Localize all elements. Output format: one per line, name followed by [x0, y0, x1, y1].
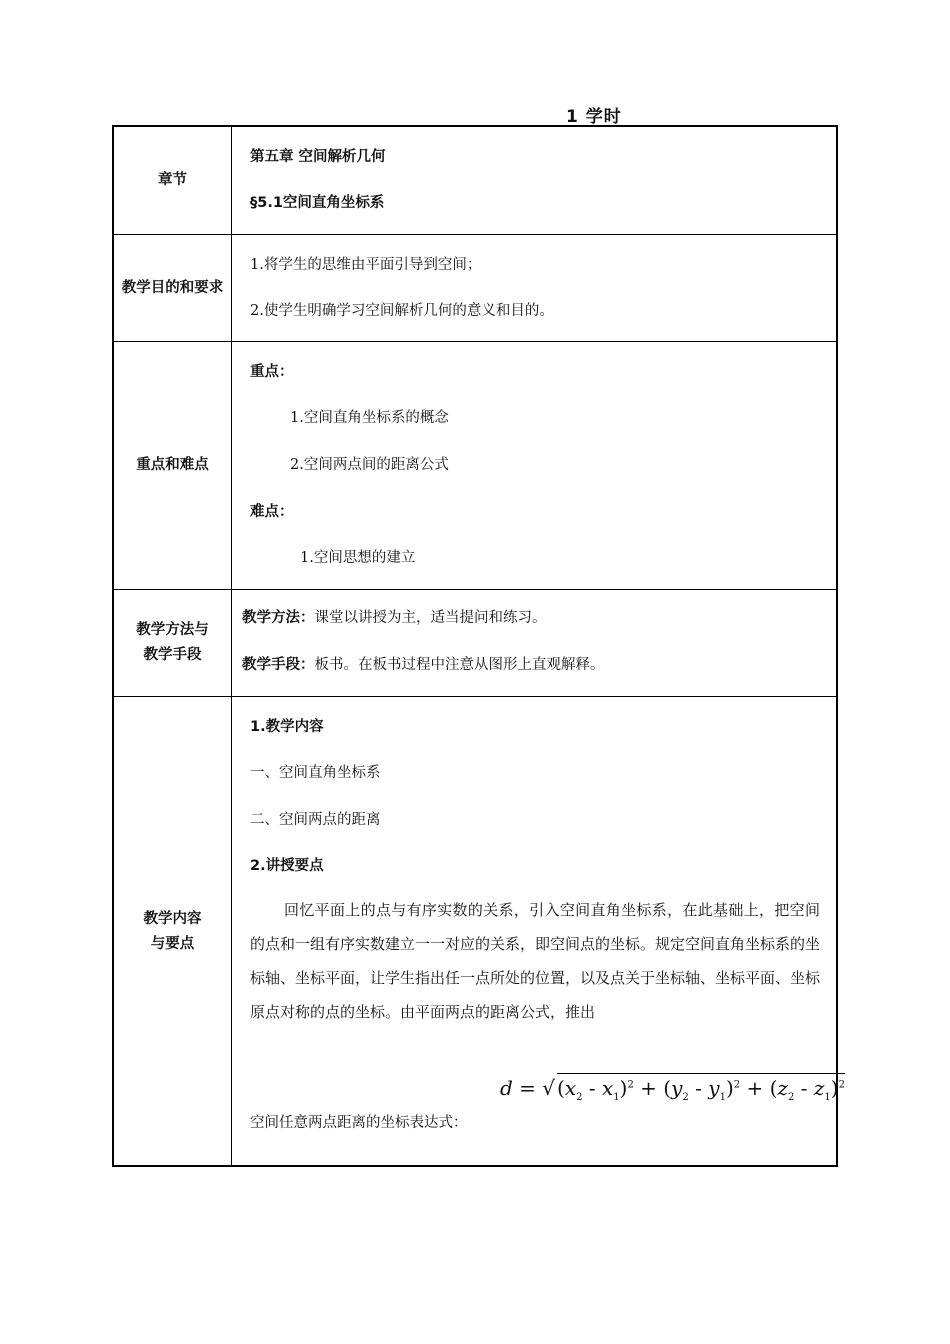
key-point-item: 1.空间直角坐标系的概念 — [290, 410, 449, 426]
class-hours: 1 学时 — [566, 107, 622, 127]
key-points-heading: 重点： — [250, 364, 294, 380]
row-chapter — [114, 127, 836, 235]
label-chapter: 章节 — [114, 127, 232, 234]
teaching-means-text: 板书。在板书过程中注意从图形上直观解释。 — [314, 657, 605, 673]
content-methods — [232, 590, 836, 696]
key-point-item: 2.空间两点间的距离公式 — [290, 457, 449, 473]
label-methods-line2: 教学手段 — [143, 647, 202, 663]
row-methods — [114, 590, 836, 697]
content-objectives — [232, 235, 836, 341]
distance-formula — [500, 1073, 845, 1103]
content-key-points — [232, 342, 836, 589]
row-objectives — [114, 235, 836, 342]
chapter-title: 第五章 空间解析几何 — [250, 149, 386, 165]
teaching-method-title: 教学方法： — [242, 610, 315, 626]
section-title: §5.1空间直角坐标系 — [250, 195, 385, 211]
difficult-points-heading: 难点： — [250, 504, 294, 520]
section-key-teaching-points: 2.讲授要点 — [250, 858, 324, 874]
lesson-plan-table — [112, 125, 845, 1167]
row-key-points — [114, 342, 836, 590]
teaching-method — [242, 606, 547, 627]
teaching-method-text: 课堂以讲授为主，适当提问和练习。 — [314, 610, 547, 626]
label-content-line1: 教学内容 — [143, 911, 202, 927]
objective-item: 1.将学生的思维由平面引导到空间； — [250, 257, 482, 273]
teaching-means-title: 教学手段： — [242, 657, 315, 673]
label-content-line2: 与要点 — [150, 936, 195, 952]
label-methods — [114, 590, 232, 696]
content-item: 一、空间直角坐标系 — [250, 765, 381, 781]
section-teaching-content: 1.教学内容 — [250, 719, 324, 735]
objective-item: 2.使学生明确学习空间解析几何的意义和目的。 — [250, 303, 554, 319]
label-objectives: 教学目的和要求 — [114, 235, 232, 341]
teaching-means — [242, 653, 605, 674]
content-item: 二、空间两点的距离 — [250, 812, 381, 828]
distance-formula-visual: d = √ $(x_2 - x_1)^2 + (y_2 - y_1)^2 + (z_2 - z_1)^2$ — [500, 1076, 845, 1100]
difficult-point-item: 1.空间思想的建立 — [300, 550, 416, 566]
teaching-paragraph: 回忆平面上的点与有序实数的关系，引入空间直角坐标系，在此基础上，把空间的点和一组有序实数建立一一对应的关系，即空间点的坐标。规定空间直角坐标系的坐标轴、坐标平面，让学生指出任一点所处的位置，以及点关于坐标轴、坐标平面、坐标原点对称的点的坐标。由平面两点的距离公式，推出 — [250, 901, 821, 1021]
label-methods-line1: 教学方法与 — [136, 622, 209, 638]
row-content — [114, 697, 845, 1167]
label-key-points: 重点和难点 — [114, 342, 232, 589]
label-content — [114, 697, 232, 1167]
content-chapter — [232, 127, 836, 234]
formula-lead-text: 空间任意两点距离的坐标表达式： — [250, 1115, 468, 1131]
content-body — [232, 697, 845, 1167]
